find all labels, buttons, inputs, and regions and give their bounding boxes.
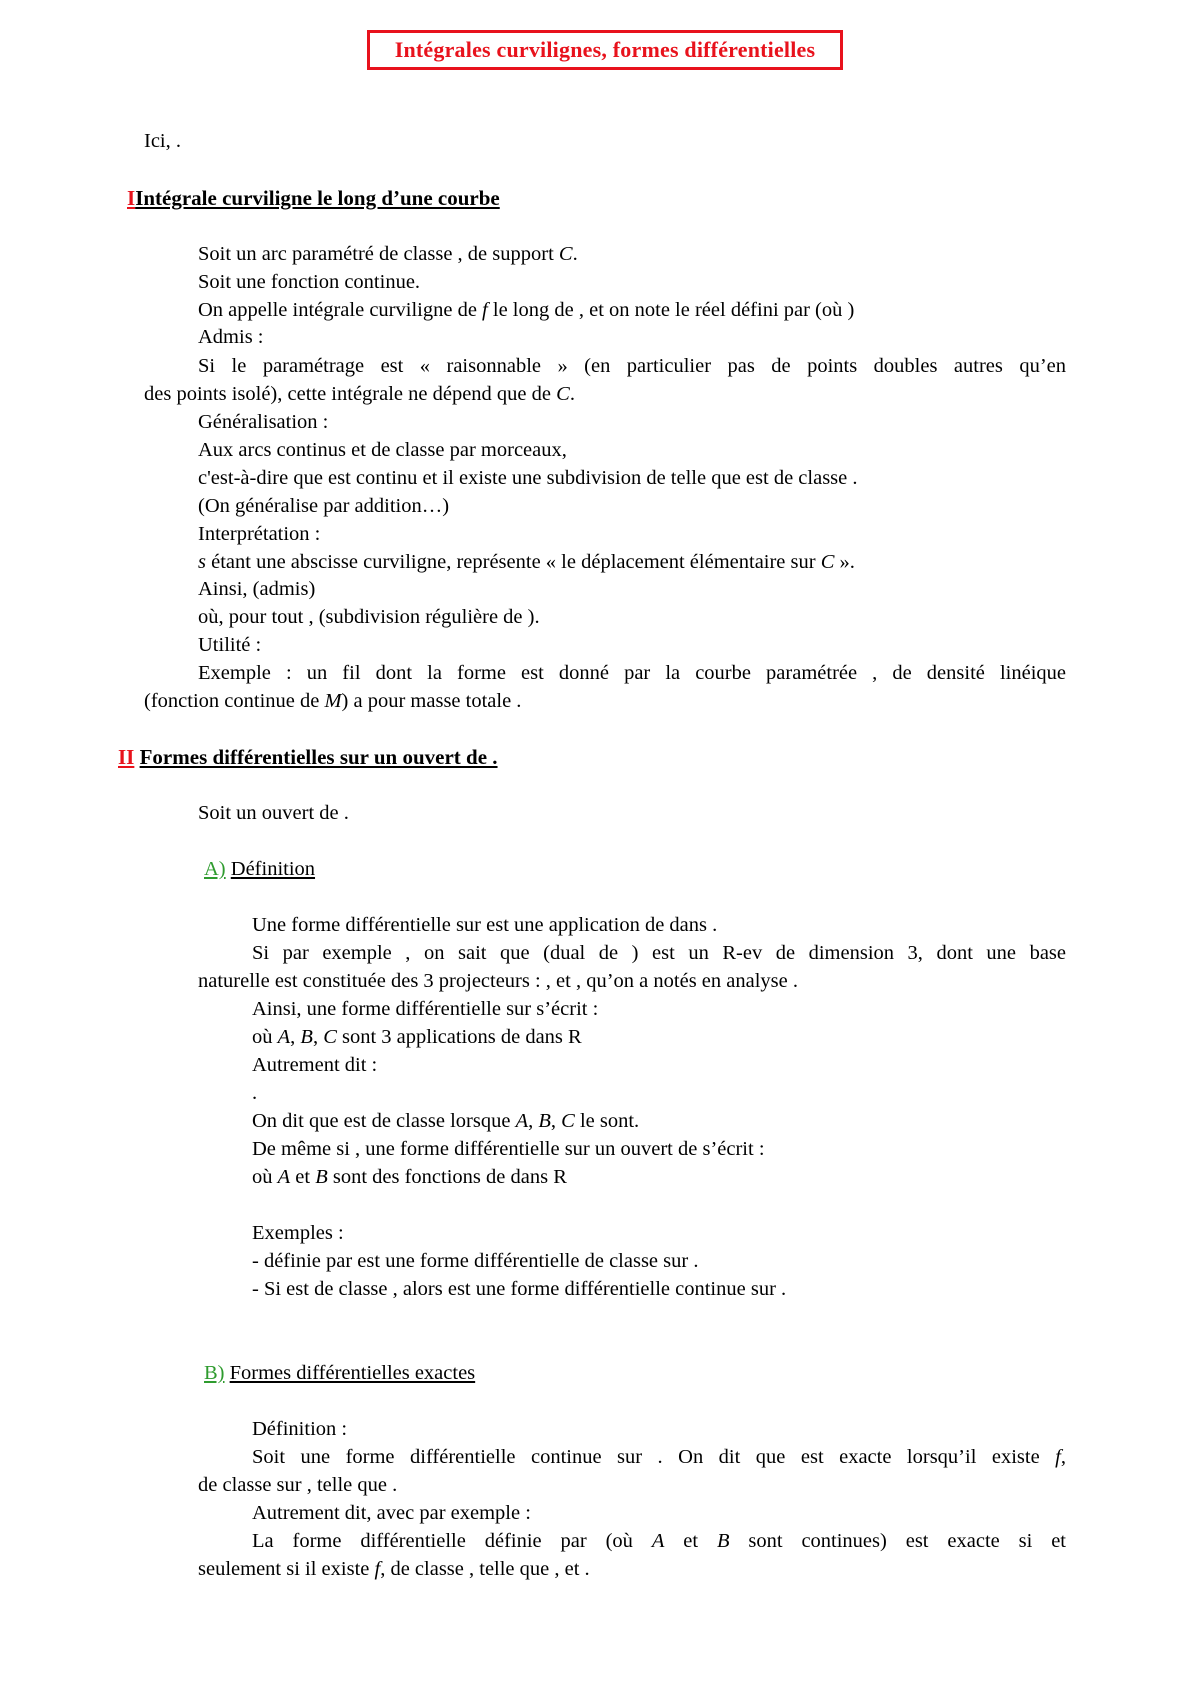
text-line: Définition : bbox=[252, 1418, 348, 1440]
text-line: Exemples : bbox=[252, 1222, 344, 1244]
text-line: Soit une fonction continue. bbox=[198, 271, 421, 293]
text-line: On dit que est de classe lorsque A, B, C le sont. bbox=[252, 1110, 640, 1132]
subsection-a-heading bbox=[204, 855, 315, 883]
section-1-heading bbox=[127, 184, 500, 212]
text-line: - Si est de classe , alors est une forme différentielle continue sur . bbox=[252, 1278, 787, 1300]
text-line: Autrement dit, avec par exemple : bbox=[252, 1502, 531, 1524]
section-1-title: Intégrale curviligne le long d’une courbe bbox=[135, 186, 500, 210]
text-line: naturelle est constituée des 3 projecteurs : , et , qu’on a notés en analyse . bbox=[198, 970, 798, 992]
text-line: Soit une forme différentielle continue sur . On dit que est exacte lorsqu’il existe f, bbox=[252, 1446, 1066, 1468]
text-line: Admis : bbox=[198, 326, 264, 348]
text-line: Utilité : bbox=[198, 634, 262, 656]
section-2-title: Formes différentielles sur un ouvert de . bbox=[139, 745, 498, 769]
text-line: c'est-à-dire que est continu et il existe une subdivision de telle que est de classe . bbox=[198, 467, 858, 489]
intro-line: Ici, . bbox=[144, 130, 181, 152]
text-line: Une forme différentielle sur est une application de dans . bbox=[252, 914, 718, 936]
text-line: où A, B, C sont 3 applications de dans R bbox=[252, 1026, 582, 1048]
text-line: (fonction continue de M) a pour masse totale . bbox=[144, 690, 522, 712]
text-line: Aux arcs continus et de classe par morceaux, bbox=[198, 439, 567, 461]
text-line: Généralisation : bbox=[198, 411, 329, 433]
section-2-number: II bbox=[118, 745, 135, 769]
subsection-b-title: Formes différentielles exactes bbox=[229, 1362, 476, 1384]
text-line: . bbox=[252, 1082, 258, 1104]
text-line: s étant une abscisse curviligne, représente « le déplacement élémentaire sur C ». bbox=[198, 551, 855, 573]
text-line: seulement si il existe f, de classe , telle que , et . bbox=[198, 1558, 590, 1580]
text-line: Si par exemple , on sait que (dual de ) est un R-ev de dimension 3, dont une base bbox=[252, 942, 1066, 964]
section-1-number: I bbox=[127, 186, 136, 210]
text-line: La forme différentielle définie par (où A et B sont continues) est exacte si et bbox=[252, 1530, 1066, 1552]
text-line: Ainsi, (admis) bbox=[198, 578, 316, 600]
title-box bbox=[367, 30, 843, 70]
page-title: Intégrales curvilignes, formes différentielles bbox=[394, 37, 816, 62]
text-line: De même si , une forme différentielle sur un ouvert de s’écrit : bbox=[252, 1138, 765, 1160]
subsection-a-title: Définition bbox=[230, 858, 316, 880]
text-line: Soit un ouvert de . bbox=[198, 802, 349, 824]
text-line: (On généralise par addition…) bbox=[198, 495, 450, 517]
section-2-heading bbox=[118, 743, 498, 771]
text-line: où A et B sont des fonctions de dans R bbox=[252, 1166, 567, 1188]
text-line: de classe sur , telle que . bbox=[198, 1474, 398, 1496]
text-line: Soit un arc paramétré de classe , de support C. bbox=[198, 243, 578, 265]
subsection-a-number: A) bbox=[204, 858, 226, 880]
text-line: Autrement dit : bbox=[252, 1054, 378, 1076]
text-line: Exemple : un fil dont la forme est donné par la courbe paramétrée , de densité linéique bbox=[198, 662, 1066, 684]
text-line: où, pour tout , (subdivision régulière de ). bbox=[198, 606, 540, 628]
text-line: Si le paramétrage est « raisonnable » (en particulier pas de points doubles autres qu’en bbox=[198, 355, 1066, 377]
text-line: Ainsi, une forme différentielle sur s’écrit : bbox=[252, 998, 599, 1020]
text-line: Interprétation : bbox=[198, 523, 321, 545]
text-line: - définie par est une forme différentielle de classe sur . bbox=[252, 1250, 699, 1272]
subsection-b-heading bbox=[204, 1359, 475, 1387]
text-line: des points isolé), cette intégrale ne dépend que de C. bbox=[144, 383, 575, 405]
text-line: On appelle intégrale curviligne de f le long de , et on note le réel défini par (où ) bbox=[198, 299, 855, 321]
subsection-b-number: B) bbox=[204, 1362, 225, 1384]
